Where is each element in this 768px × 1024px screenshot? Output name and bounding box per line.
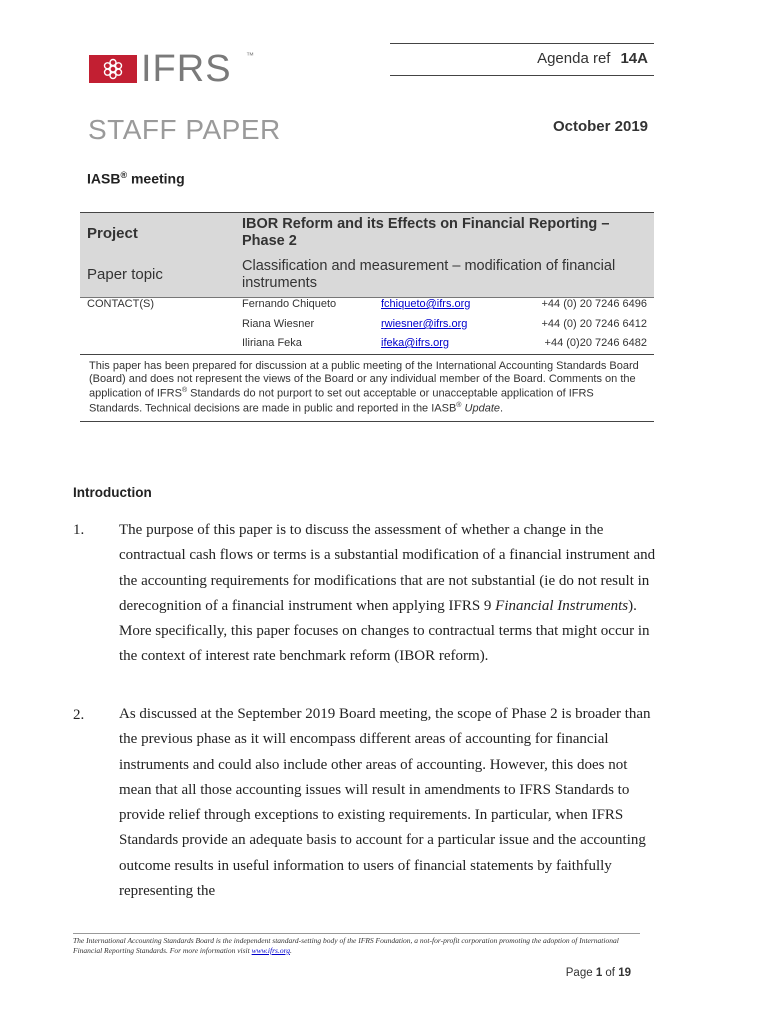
section-heading: Introduction: [73, 485, 152, 500]
project-title: IBOR Reform and its Effects on Financial Reporting – Phase 2: [242, 216, 610, 249]
paragraph-part: The purpose of this paper is to discuss the assessment of whether a change in the contractual cash flows or terms is a substantial modification of a financial instrument and the accounting requirements for modifications that are not substantial (ie do not result in derecognition of a financial instrument when applying IFRS 9: [119, 522, 656, 614]
contact-name: Riana Wiesner: [242, 318, 315, 330]
disclaimer-update: Update: [461, 403, 500, 416]
contact-row: [242, 318, 648, 334]
flower-icon: [89, 55, 137, 83]
registered-mark: ®: [456, 402, 462, 410]
contact-row: [242, 298, 648, 314]
contact-email-link[interactable]: rwiesner@ifrs.org: [381, 318, 468, 330]
project-label: Project: [87, 225, 138, 242]
contact-phone: +44 (0) 20 7246 6496: [541, 298, 647, 310]
disclaimer-text: [89, 360, 649, 416]
registered-mark: ®: [181, 387, 188, 395]
agenda-ref-label: Agenda ref: [537, 50, 611, 67]
contact-email-link[interactable]: fchiqueto@ifrs.org: [381, 298, 471, 310]
ifrs-website-link[interactable]: www.ifrs.org: [251, 946, 290, 955]
paragraph-number: 2.: [73, 707, 85, 723]
contacts-bottom-rule: [80, 354, 654, 355]
agenda-bottom-rule: [390, 75, 654, 76]
ifrs-logo-mark: [89, 55, 137, 83]
paragraph-text: [119, 518, 659, 670]
contact-name: Iliriana Feka: [242, 337, 302, 349]
ifrs-logo-text: IFRS: [141, 48, 232, 90]
trademark-mark: ™: [246, 51, 254, 60]
meeting-suffix: meeting: [127, 170, 185, 187]
footer-note: [73, 936, 643, 956]
paper-topic-label: Paper topic: [87, 266, 163, 283]
page-of: of: [602, 967, 619, 979]
standard-title: Financial Instruments: [495, 597, 629, 614]
contact-name: Fernando Chiqueto: [242, 298, 337, 310]
footer-rule: [73, 933, 640, 934]
agenda-ref: [390, 50, 648, 67]
disclaimer-part: Standards do not purport to set out acceptable or unacceptable application of IFRS Standards. Technical decisions are made in public and reported in the IASB: [89, 387, 594, 416]
contact-phone: +44 (0)20 7246 6482: [544, 337, 647, 349]
meeting-name: IASB: [87, 170, 121, 187]
contacts-label: CONTACT(S): [87, 298, 155, 310]
disclaimer-end: .: [500, 403, 504, 416]
disclaimer-part: This paper has been prepared for discussion at a public meeting of the International Accounting Standards Board (Board) and does not represent the views of the Board or any individual member of the Board. Comments on the application of IFRS: [89, 360, 639, 400]
disclaimer-bottom-rule: [80, 421, 654, 422]
page-number: [520, 967, 631, 979]
page-prefix: Page: [565, 967, 596, 979]
contact-row: [242, 337, 648, 353]
paragraph-text: As discussed at the September 2019 Board meeting, the scope of Phase 2 is broader than the previous phase as it will encompass different areas of accounting for financial instruments and could also include other areas of accounting. However, this does not mean that all those accounting issues will result in amendments to IFRS Standards to provide relief through exceptions to existing requirements. In particular, when IFRS Standards provide an adequate basis to account for a particular issue and the accounting outcome results in useful information to users of financial statements by faithfully representing the: [119, 706, 651, 900]
registered-mark: ®: [120, 170, 128, 180]
meeting-heading: [87, 170, 185, 187]
page-total: 19: [618, 967, 631, 979]
footer-note-text: The International Accounting Standards Board is the independent standard-setting body of the IFRS Foundation, a not-for-profit corporation promoting the adoption of International Financial Reporting Standards. For more information visit: [73, 936, 619, 955]
paper-date: October 2019: [552, 118, 648, 135]
agenda-top-rule: [390, 43, 654, 44]
paper-topic-value: Classification and measurement – modification of financial instruments: [242, 258, 616, 291]
contact-email-link[interactable]: ifeka@ifrs.org: [381, 337, 450, 349]
paragraph-number: 1.: [73, 522, 85, 538]
contact-phone: +44 (0) 20 7246 6412: [541, 318, 647, 330]
footer-note-end: .: [289, 946, 292, 955]
doc-type-title: STAFF PAPER: [88, 114, 281, 145]
agenda-ref-value: 14A: [620, 50, 648, 67]
page-current: 1: [595, 967, 603, 979]
paragraph-part: ). More specifically, this paper focuses on changes to contractual terms that might occur in the context of interest rate benchmark reform (IBOR reform).: [119, 597, 650, 665]
